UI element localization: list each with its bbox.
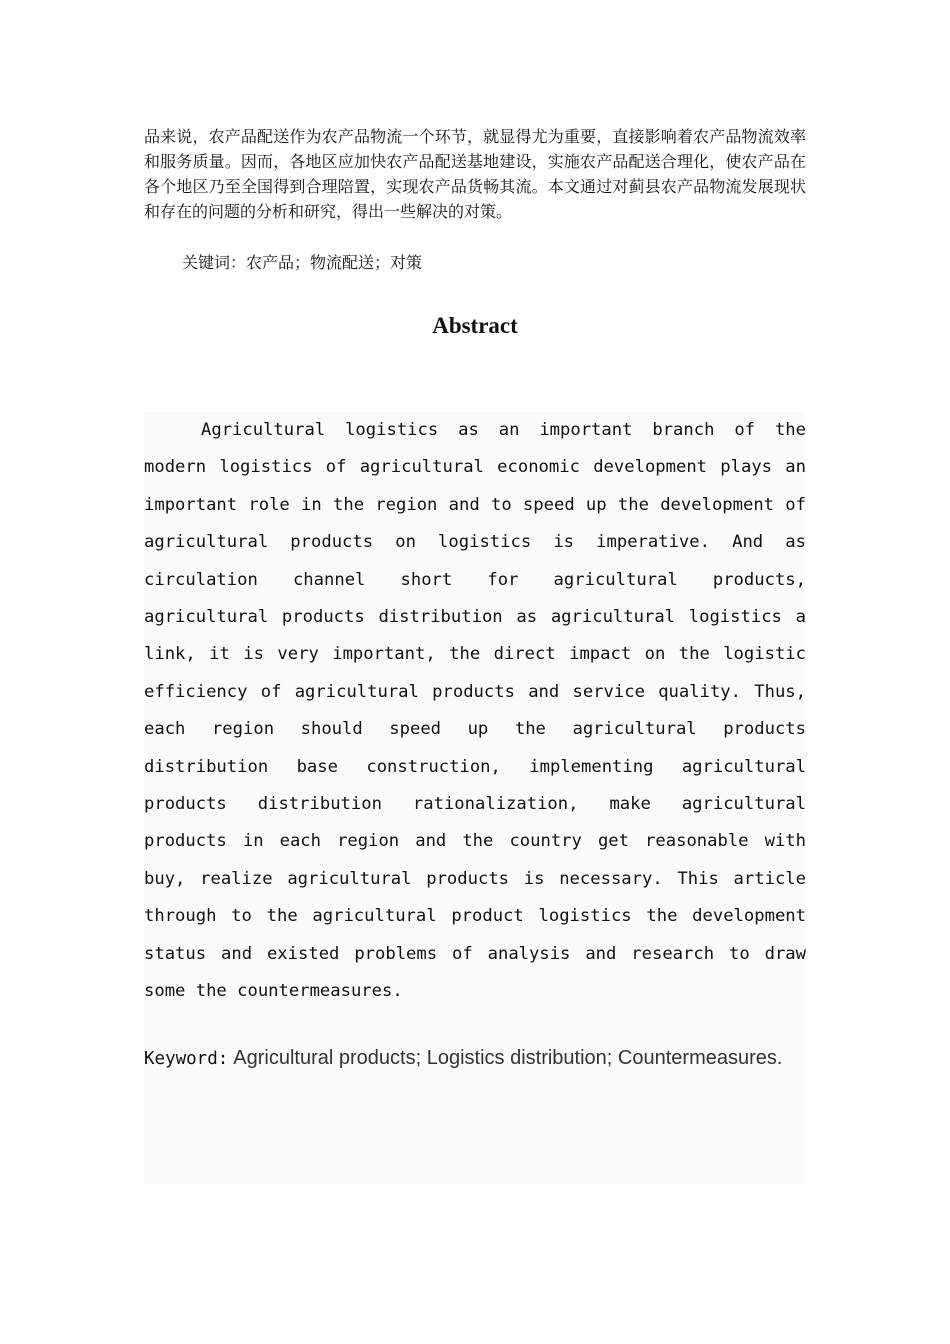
keyword-text: Agricultural products; Logistics distribution; Countermeasures.: [233, 1046, 783, 1069]
abstract-body: Agricultural logistics as an important branch of the modern logistics of agricultural economic development plays an important role in the region and to speed up the development of agricultural products on logistics is imperative. And as circulation channel short for agricultural products, agricultural products distribution as agricultural logistics a link, it is very important, the direct impact on the logistic efficiency of agricultural products and service quality. Thus, each region should speed up the agricultural products distribution base construction, implementing agricultural products distribution rationalization, make agricultural products in each region and the country get reasonable with buy, realize agricultural products is necessary. This article through to the agricultural product logistics the development status and existed problems of analysis and research to draw some the countermeasures.: [144, 420, 806, 1002]
abstract-block: [144, 412, 806, 1184]
abstract-title: Abstract: [432, 313, 518, 338]
chinese-abstract-paragraph: 品来说，农产品配送作为农产品物流一个环节，就显得尤为重要，直接影响着农产品物流效率和服务质量。因而，各地区应加快农产品配送基地建设，实施农产品配送合理化，使农产品在各个地区乃至全国得到合理陪置，实现农产品货畅其流。本文通过对蓟县农产品物流发展现状和存在的问题的分析和研究，得出一些解决的对策。: [144, 127, 806, 221]
english-keywords: [144, 1021, 806, 1097]
keyword-label: Keyword:: [144, 1048, 229, 1069]
chinese-keywords: 关键词：农产品；物流配送；对策: [182, 253, 423, 272]
